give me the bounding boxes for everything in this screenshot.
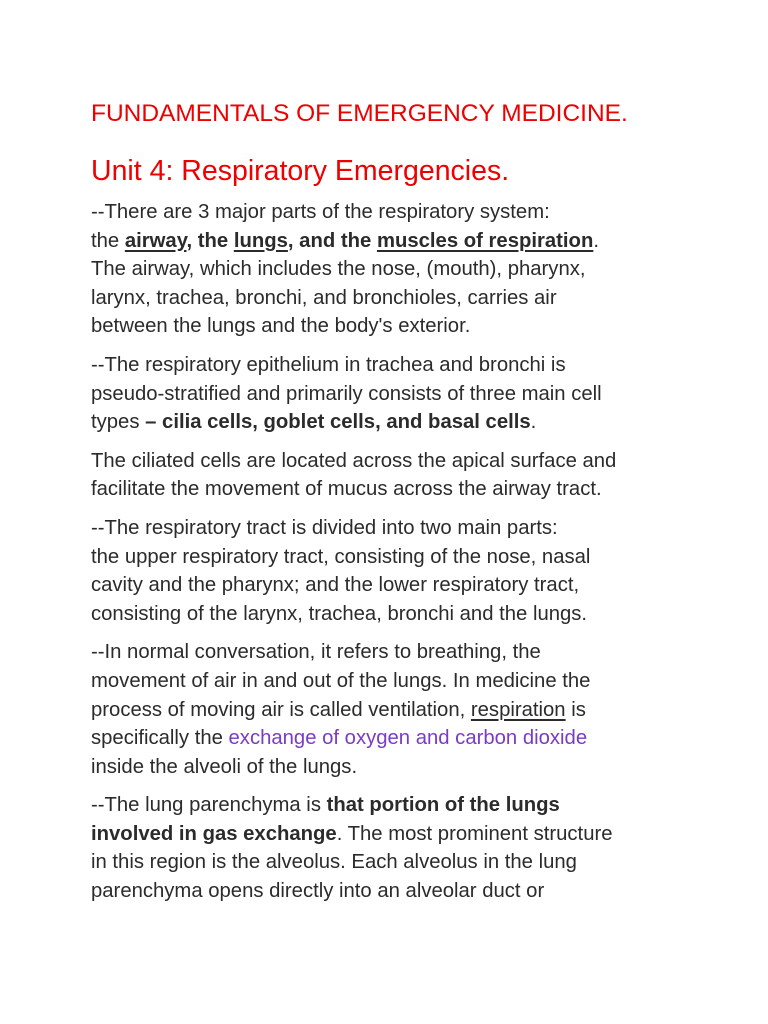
text-line: --The respiratory epithelium in trachea and bronchi is [91,353,566,376]
term-muscles-of-respiration: muscles of respiration [376,229,594,252]
paragraph-respiratory-epithelium [91,351,701,437]
text-line: pseudo-stratified and primarily consists of three main cell [91,382,602,405]
text-span: --The lung parenchyma is [91,794,327,817]
text-span: the [91,229,125,252]
text-line: between the lungs and the body's exterior. [91,315,471,338]
text-line [91,820,701,849]
term-lungs: lungs [233,229,288,252]
text-line [91,408,701,437]
text-line: consisting of the larynx, trachea, bronchi and the lungs. [91,602,588,625]
term-gas-exchange: involved in gas exchange [91,822,337,845]
text-line [91,724,701,753]
paragraph-respiratory-tract [91,514,701,628]
text-line: The airway, which includes the nose, (mouth), pharynx, [91,258,586,281]
text-line: --The respiratory tract is divided into two main parts: [91,516,558,539]
text-span: . [530,411,537,434]
text-span: types [91,411,146,434]
term-airway: airway [124,229,187,252]
text-span: , and the [287,229,377,252]
unit-heading: Unit 4: Respiratory Emergencies. [91,155,510,187]
text-line: the upper respiratory tract, consisting of the nose, nasal [91,545,591,568]
highlight-gas-exchange: exchange of oxygen and carbon dioxide [228,727,588,750]
link-respiration[interactable]: respiration [470,698,566,721]
paragraph-lung-parenchyma [91,791,701,905]
paragraph-ciliated-cells [91,447,701,504]
paragraph-respiration-definition [91,638,701,781]
text-line: inside the alveoli of the lungs. [91,755,358,778]
text-span: . [593,229,599,252]
text-line: in this region is the alveolus. Each alveolus in the lung [91,851,577,874]
text-line: movement of air in and out of the lungs. In medicine the [91,669,591,692]
text-line: The ciliated cells are located across the apical surface and [91,449,617,472]
document-title: FUNDAMENTALS OF EMERGENCY MEDICINE. [91,100,628,127]
text-line [91,791,701,820]
text-line [91,227,701,256]
text-line [91,696,701,725]
text-span: specifically the [91,727,229,750]
text-line: larynx, trachea, bronchi, and bronchioles, carries air [91,286,557,309]
term-cell-types: – cilia cells, goblet cells, and basal cells [145,411,531,434]
text-line: --There are 3 major parts of the respiratory system: [91,201,550,223]
text-line: parenchyma opens directly into an alveolar duct or [91,880,545,903]
term-parenchyma-definition: that portion of the lungs [326,794,560,817]
text-span: . The most prominent structure [336,822,613,845]
paragraph-respiratory-parts [91,198,701,341]
text-span: is [565,698,586,721]
text-span: , the [186,229,234,252]
text-line: cavity and the pharynx; and the lower respiratory tract, [91,574,580,597]
text-line: facilitate the movement of mucus across the airway tract. [91,478,602,501]
text-line: --In normal conversation, it refers to breathing, the [91,641,541,664]
text-span: process of moving air is called ventilation, [91,698,471,721]
document-body [91,198,701,916]
